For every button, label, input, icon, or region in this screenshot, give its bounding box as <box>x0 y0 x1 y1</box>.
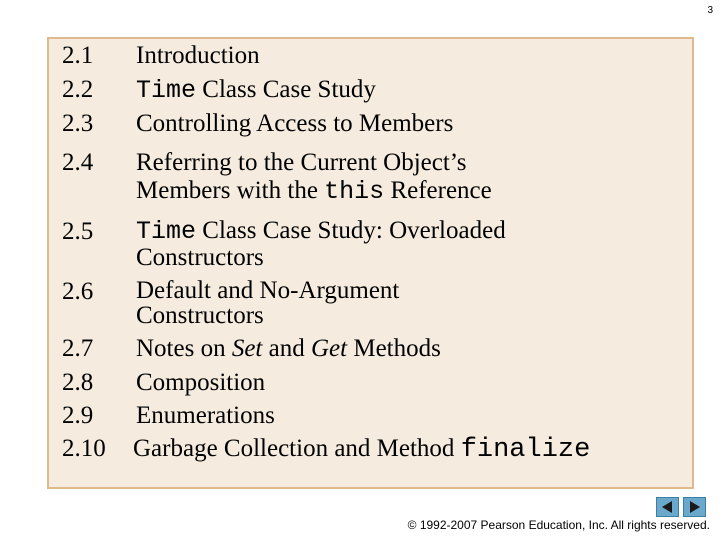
toc-item-number: 2.3 <box>62 110 94 137</box>
toc-item-number: 2.9 <box>62 402 94 429</box>
toc-item-number: 2.8 <box>62 369 94 396</box>
toc-item-title: Introduction <box>136 42 260 69</box>
toc-item-number: 2.2 <box>62 76 94 103</box>
table-of-contents <box>47 37 694 489</box>
toc-item-number: 2.7 <box>62 335 94 362</box>
toc-item-title: Time Class Case Study <box>136 76 376 105</box>
copyright-notice: © 1992-2007 Pearson Education, Inc. All rights reserved. <box>407 518 710 532</box>
toc-item-number: 2.1 <box>62 42 94 69</box>
toc-item-title: Notes on Set and Get Methods <box>136 335 441 362</box>
arrow-left-icon <box>657 498 678 516</box>
toc-item-number: 2.5 <box>62 218 94 245</box>
toc-item-title: Time Class Case Study: Overloaded Constructors <box>136 217 506 271</box>
toc-item-number: 2.4 <box>62 149 94 176</box>
toc-item-title: Referring to the Current Object’s Members with the this Reference <box>136 149 492 206</box>
previous-slide-button[interactable] <box>656 497 679 517</box>
code-keyword: finalize <box>460 435 591 465</box>
toc-item-number: 2.6 <box>62 278 94 305</box>
toc-item-title: Garbage Collection and Method finalize <box>133 435 591 465</box>
next-slide-button[interactable] <box>683 497 706 517</box>
code-keyword: Time <box>136 217 197 246</box>
code-keyword: this <box>324 177 385 206</box>
code-keyword: Time <box>136 76 197 105</box>
toc-item-number: 2.10 <box>62 435 106 462</box>
page-number: 3 <box>707 5 713 16</box>
toc-item-title: Default and No-Argument Constructors <box>136 277 400 329</box>
arrow-right-icon <box>684 498 705 516</box>
toc-item-title: Controlling Access to Members <box>136 110 454 137</box>
toc-item-title: Composition <box>136 369 266 396</box>
toc-item-title: Enumerations <box>136 402 275 429</box>
